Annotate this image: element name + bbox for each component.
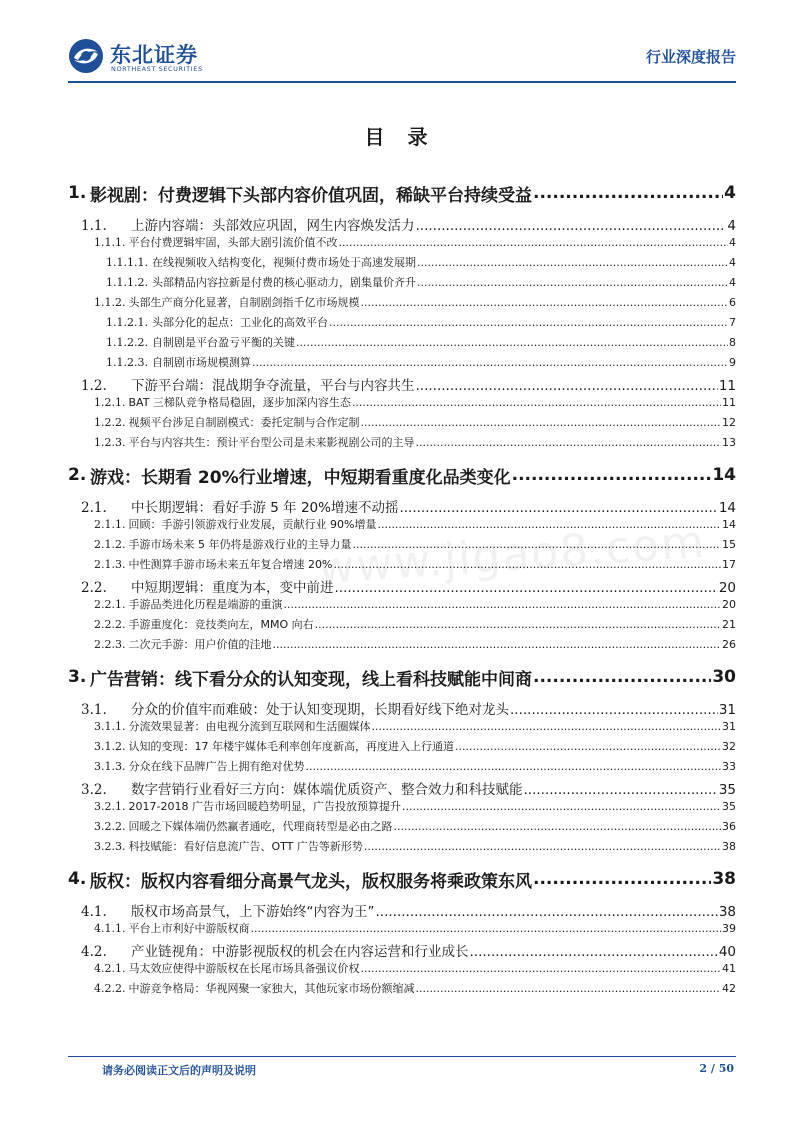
toc-entry-level-3[interactable]	[68, 838, 736, 858]
toc-entry-title: 自制剧是平台盈亏平衡的关键	[151, 336, 295, 349]
toc-entry-title: 自制剧市场规模测算	[151, 356, 251, 369]
toc-entry-title: 头部生产商分化显著，自制剧剑指千亿市场规模	[128, 296, 360, 309]
toc-dot-leader	[333, 558, 721, 571]
toc-entry-level-3[interactable]	[68, 798, 736, 818]
toc-entry-number: 2.	[68, 465, 87, 485]
toc-entry-page: 4	[729, 256, 736, 269]
toc-entry-level-2[interactable]	[68, 698, 736, 718]
toc-dot-leader	[399, 500, 717, 516]
header-divider	[68, 81, 736, 83]
toc-dot-leader	[416, 378, 718, 394]
toc-entry-title: 中性测算手游市场未来五年复合增速 20%	[128, 558, 333, 571]
toc-entry-level-2[interactable]	[68, 900, 736, 920]
toc-entry-page: 14	[722, 518, 736, 531]
toc-entry-number: 1.2.3.	[94, 436, 126, 449]
toc-entry-level-3[interactable]	[68, 758, 736, 778]
toc-entry-title: 马太效应使得中游版权在长尾市场具备强议价权	[128, 962, 360, 975]
toc-entry-page: 31	[722, 720, 736, 733]
watermark: www.jigao8.com	[316, 516, 708, 595]
toc-dot-leader	[376, 904, 718, 920]
toc-entry-page: 14	[718, 500, 736, 516]
toc-entry-page: 4	[724, 183, 736, 203]
toc-entry-level-4[interactable]	[68, 334, 736, 354]
toc-entry-page: 35	[718, 782, 736, 798]
toc-entry-page: 20	[722, 598, 736, 611]
toc-entry-title: 广告营销：线下看分众的认知变现，线上看科技赋能中间商	[90, 669, 532, 690]
toc-dot-leader	[361, 416, 722, 429]
toc-entry-page: 4	[729, 236, 736, 249]
toc-entry-page: 35	[722, 800, 736, 813]
toc-entry-page: 32	[722, 740, 736, 753]
toc-entry-title: 手游重度化：竞技类向左，MMO 向右	[128, 618, 314, 631]
toc-dot-leader	[455, 740, 721, 753]
toc-entry-number: 1.	[68, 183, 87, 203]
page-header	[68, 38, 736, 78]
toc-dot-leader	[252, 356, 728, 369]
toc-entry-number: 3.2.3.	[94, 840, 126, 853]
toc-entry-number: 2.1.2.	[94, 538, 126, 551]
toc-dot-leader	[296, 336, 728, 349]
toc-dot-leader	[335, 580, 718, 596]
toc-entry-page: 26	[722, 638, 736, 651]
toc-entry-level-3[interactable]	[68, 960, 736, 980]
toc-entry-page: 33	[722, 760, 736, 773]
toc-dot-leader	[284, 598, 722, 611]
toc-entry-level-2[interactable]	[68, 940, 736, 960]
toc-entry-level-2[interactable]	[68, 374, 736, 394]
toc-entry-page: 7	[729, 316, 736, 329]
toc-entry-level-3[interactable]	[68, 718, 736, 738]
toc-entry-level-1[interactable]	[68, 656, 736, 698]
toc-entry-page: 8	[729, 336, 736, 349]
toc-dot-leader	[377, 518, 721, 531]
toc-entry-level-3[interactable]	[68, 414, 736, 434]
toc-dot-leader	[510, 702, 718, 718]
toc-entry-number: 4.1.1.	[94, 922, 126, 935]
toc-entry-title: 中长期逻辑：看好手游 5 年 20%增速不动摇	[131, 500, 399, 516]
toc-entry-page: 4	[727, 218, 736, 234]
toc-dot-leader	[329, 316, 728, 329]
toc-entry-level-3[interactable]	[68, 434, 736, 454]
toc-entry-number: 3.	[68, 667, 87, 687]
toc-entry-number: 3.2.1.	[94, 800, 126, 813]
toc-dot-leader	[372, 720, 722, 733]
toc-entry-number: 3.1.2.	[94, 740, 126, 753]
toc-entry-title: 分众在线下品牌广告上拥有绝对优势	[128, 760, 305, 773]
toc-entry-level-3[interactable]	[68, 738, 736, 758]
toc-entry-number: 4.	[68, 869, 87, 889]
toc-entry-title: 二次元手游：用户价值的洼地	[128, 638, 272, 651]
toc-entry-number: 1.1.2.2.	[106, 336, 148, 349]
toc-entry-page: 17	[722, 558, 736, 571]
toc-entry-title: 分流效果显著：由电视分流到互联网和生活圈媒体	[128, 720, 371, 733]
toc-dot-leader	[402, 800, 721, 813]
footer-divider	[68, 1056, 736, 1057]
toc-entry-level-3[interactable]	[68, 536, 736, 556]
toc-entry-page: 9	[729, 356, 736, 369]
toc-entry-number: 2.1.	[81, 500, 107, 516]
toc-entry-number: 1.2.	[81, 378, 107, 394]
toc-entry-title: 影视剧：付费逻辑下头部内容价值巩固，稀缺平台持续受益	[90, 185, 532, 206]
toc-entry-title: 中短期逻辑：重度为本，变中前进	[131, 580, 334, 596]
toc-entry-number: 2.2.	[81, 580, 107, 596]
toc-dot-leader	[364, 840, 721, 853]
toc-entry-number: 1.1.1.1.	[106, 256, 148, 269]
toc-entry-number: 3.1.1.	[94, 720, 126, 733]
toc-entry-title: 版权市场高景气，上下游始终“内容为王”	[131, 904, 375, 920]
toc-entry-title: 游戏：长期看 20%行业增速，中短期看重度化品类变化	[90, 467, 511, 488]
toc-entry-title: 视频平台涉足自制剧模式：委托定制与合作定制	[128, 416, 360, 429]
toc-entry-title: 上游内容端：头部效应巩固，网生内容焕发活力	[131, 218, 415, 234]
toc-entry-number: 4.1.	[81, 904, 107, 920]
toc-entry-level-3[interactable]	[68, 818, 736, 838]
toc-entry-number: 3.2.	[81, 782, 107, 798]
toc-dot-leader	[416, 218, 727, 234]
toc-entry-page: 42	[722, 982, 736, 995]
toc-entry-level-1[interactable]	[68, 858, 736, 900]
toc-entry-number: 3.1.3.	[94, 760, 126, 773]
toc-dot-leader	[533, 869, 711, 889]
toc-dot-leader	[512, 465, 712, 485]
toc-entry-title: 头部精品内容拉新是付费的核心驱动力，剧集量价齐升	[151, 276, 416, 289]
toc-entry-title: 分众的价值牢而难破：处于认知变现期，长期看好线下绝对龙头	[131, 702, 509, 718]
toc-entry-number: 1.1.1.2.	[106, 276, 148, 289]
toc-entry-level-2[interactable]	[68, 778, 736, 798]
toc-entry-page: 20	[718, 580, 736, 596]
toc-dot-leader	[524, 782, 718, 798]
toc-entry-level-3[interactable]	[68, 920, 736, 940]
toc-entry-title: 手游市场未来 5 年仍将是游戏行业的主导力量	[128, 538, 352, 551]
toc-entry-page: 41	[722, 962, 736, 975]
toc-entry-page: 11	[718, 378, 736, 394]
toc-dot-leader	[361, 962, 722, 975]
toc-entry-title: 平台与内容共生：预计平台型公司是未来影视剧公司的主导	[128, 436, 415, 449]
toc-entry-title: 中游竞争格局：华视网聚一家独大，其他玩家市场份额缩减	[128, 982, 415, 995]
toc-entry-number: 3.2.2.	[94, 820, 126, 833]
toc-entry-title: 认知的变现：17 年楼宇媒体毛利率创年度新高，再度进入上行通道	[128, 740, 454, 753]
toc-entry-page: 31	[718, 702, 736, 718]
toc-entry-title: BAT 三梯队竞争格局稳固，逐步加深内容生态	[128, 396, 351, 409]
toc-entry-number: 4.2.	[81, 944, 107, 960]
toc-entry-number: 1.1.2.	[94, 296, 126, 309]
toc-entry-level-3[interactable]	[68, 294, 736, 314]
toc-dot-leader	[315, 618, 721, 631]
toc-dot-leader	[353, 538, 722, 551]
toc-entry-level-3[interactable]	[68, 516, 736, 536]
toc-entry-page: 40	[718, 944, 736, 960]
toc-entry-page: 11	[722, 396, 736, 409]
toc-entry-page: 14	[712, 465, 736, 485]
toc-entry-number: 2.1.1.	[94, 518, 126, 531]
toc-dot-leader	[394, 820, 722, 833]
toc-entry-number: 1.1.2.3.	[106, 356, 148, 369]
toc-dot-leader	[417, 276, 728, 289]
logo-english-name: NORTHEAST SECURITIES	[111, 65, 203, 73]
toc-dot-leader	[533, 183, 723, 203]
toc-dot-leader	[416, 436, 722, 449]
toc-entry-title: 版权：版权内容看细分高景气龙头，版权服务将乘政策东风	[90, 871, 532, 892]
toc-dot-leader	[339, 236, 729, 249]
report-type-label: 行业深度报告	[645, 48, 736, 66]
toc-entry-title: 回顾：手游引领游戏行业发展，贡献行业 90%增量	[128, 518, 377, 531]
toc-entry-page: 12	[722, 416, 736, 429]
toc-entry-level-4[interactable]	[68, 254, 736, 274]
table-of-contents	[68, 172, 736, 1000]
toc-entry-title: 产业链视角：中游影视版权的机会在内容运营和行业成长	[131, 944, 469, 960]
toc-entry-page: 36	[722, 820, 736, 833]
toc-dot-leader	[352, 396, 721, 409]
toc-title: 目 录	[364, 125, 436, 149]
toc-dot-leader	[416, 982, 722, 995]
toc-entry-level-3[interactable]	[68, 394, 736, 414]
toc-dot-leader	[533, 667, 711, 687]
toc-entry-number: 1.1.2.1.	[106, 316, 148, 329]
toc-entry-number: 2.2.2.	[94, 618, 126, 631]
toc-entry-page: 15	[722, 538, 736, 551]
toc-entry-page: 21	[722, 618, 736, 631]
toc-entry-title: 在线视频收入结构变化，视频付费市场处于高速发展期	[151, 256, 416, 269]
toc-entry-level-4[interactable]	[68, 314, 736, 334]
toc-entry-title: 科技赋能：看好信息流广告、OTT 广告等新形势	[128, 840, 363, 853]
logo-chinese-name: 东北证券	[110, 43, 198, 67]
toc-dot-leader	[273, 638, 722, 651]
toc-entry-level-1[interactable]	[68, 454, 736, 496]
toc-entry-level-3[interactable]	[68, 234, 736, 254]
toc-entry-level-3[interactable]	[68, 596, 736, 616]
toc-entry-level-4[interactable]	[68, 274, 736, 294]
toc-entry-level-1[interactable]	[68, 172, 736, 214]
toc-dot-leader	[417, 256, 728, 269]
toc-entry-page: 39	[722, 922, 736, 935]
toc-entry-level-3[interactable]	[68, 616, 736, 636]
toc-entry-number: 4.2.2.	[94, 982, 126, 995]
toc-entry-title: 回暖之下媒体端仍然赢者通吃，代理商转型是必由之路	[128, 820, 393, 833]
toc-entry-number: 4.2.1.	[94, 962, 126, 975]
toc-entry-level-3[interactable]	[68, 556, 736, 576]
toc-dot-leader	[470, 944, 718, 960]
northeast-securities-logo-icon	[68, 38, 104, 74]
toc-entry-title: 平台上市利好中游版权商	[128, 922, 250, 935]
toc-entry-title: 手游品类进化历程是端游的重演	[128, 598, 283, 611]
toc-entry-title: 下游平台端：混战期争夺流量，平台与内容共生	[131, 378, 415, 394]
toc-entry-page: 13	[722, 436, 736, 449]
toc-entry-number: 1.1.1.	[94, 236, 126, 249]
toc-entry-level-3[interactable]	[68, 980, 736, 1000]
toc-dot-leader	[361, 296, 729, 309]
toc-entry-level-4[interactable]	[68, 354, 736, 374]
footer-page-number: 2 / 50	[699, 1062, 734, 1075]
footer-disclaimer: 请务必阅读正文后的声明及说明	[102, 1064, 256, 1077]
toc-entry-number: 3.1.	[81, 702, 107, 718]
toc-entry-number: 2.2.1.	[94, 598, 126, 611]
toc-entry-title: 平台付费逻辑牢固，头部大剧引流价值不改	[128, 236, 338, 249]
toc-entry-page: 30	[712, 667, 736, 687]
toc-entry-level-2[interactable]	[68, 214, 736, 234]
toc-entry-page: 38	[722, 840, 736, 853]
toc-entry-page: 4	[729, 276, 736, 289]
toc-entry-number: 2.1.3.	[94, 558, 126, 571]
toc-entry-number: 1.1.	[81, 218, 107, 234]
toc-entry-title: 2017-2018 广告市场回暖趋势明显，广告投放预算提升	[128, 800, 401, 813]
toc-entry-level-2[interactable]	[68, 576, 736, 596]
toc-entry-title: 头部分化的起点：工业化的高效平台	[151, 316, 328, 329]
toc-entry-page: 38	[718, 904, 736, 920]
toc-dot-leader	[306, 760, 722, 773]
toc-entry-page: 6	[729, 296, 736, 309]
toc-entry-number: 1.2.1.	[94, 396, 126, 409]
toc-entry-level-3[interactable]	[68, 636, 736, 656]
toc-entry-title: 数字营销行业看好三方向：媒体端优质资产、整合效力和科技赋能	[131, 782, 523, 798]
toc-entry-number: 2.2.3.	[94, 638, 126, 651]
toc-entry-page: 38	[712, 869, 736, 889]
toc-dot-leader	[251, 922, 722, 935]
toc-entry-level-2[interactable]	[68, 496, 736, 516]
toc-entry-number: 1.2.2.	[94, 416, 126, 429]
